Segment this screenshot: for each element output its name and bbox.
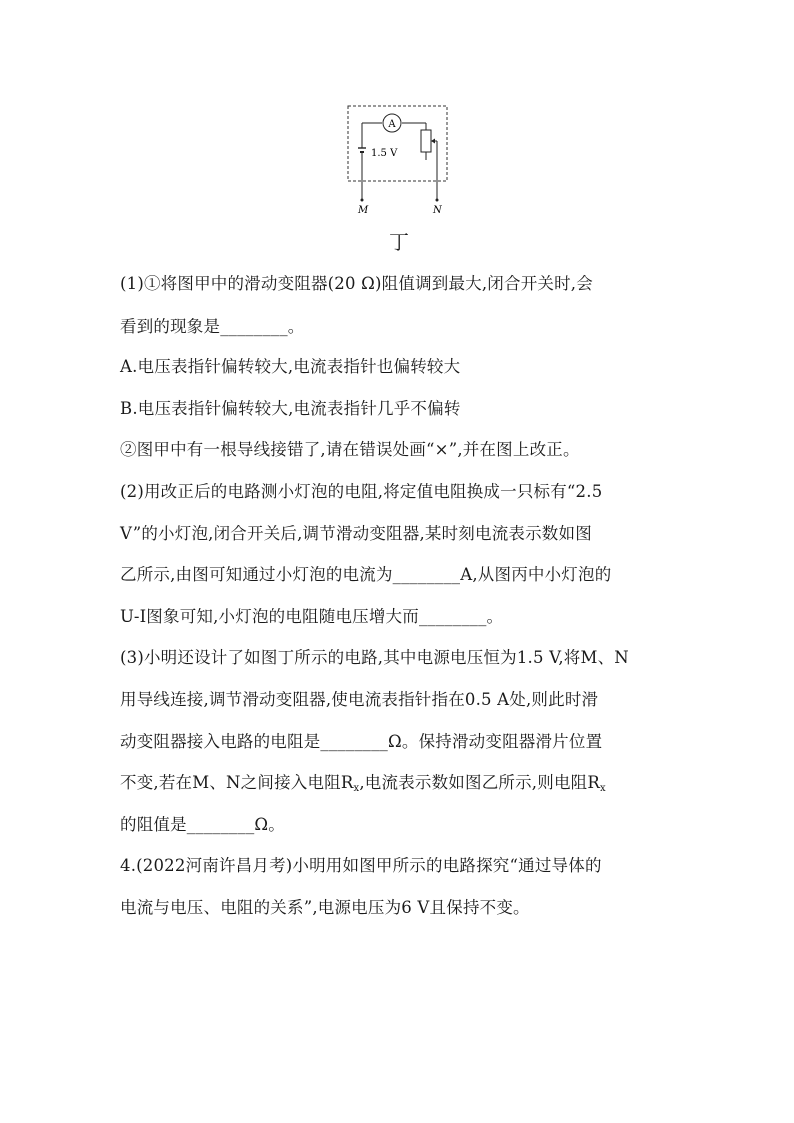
circuit-diagram-ding [340, 100, 460, 220]
question-line: 的阻值是________Ω。 [120, 815, 285, 834]
circuit-svg [340, 100, 460, 220]
question-line: (1)①将图甲中的滑动变阻器(20 Ω)阻值调到最大,闭合开关时,会 [120, 274, 593, 293]
option-line: A.电压表指针偏转较大,电流表指针也偏转较大 [120, 357, 461, 376]
question-line: (3)小明还设计了如图丁所示的电路,其中电源电压恒为1.5 V,将M、N [120, 648, 629, 667]
question-line: V”的小灯泡,闭合开关后,调节滑动变阻器,某时刻电流表示数如图 [120, 524, 592, 543]
question-line-with-subscript [120, 771, 606, 801]
question-line: 乙所示,由图可知通过小灯泡的电流为________A,从图丙中小灯泡的 [120, 565, 612, 584]
figure-caption: 丁 [389, 230, 409, 254]
question-line: U-I图象可知,小灯泡的电阻随电压增大而________。 [120, 607, 504, 626]
question-line: 4.(2022河南许昌月考)小明用如图甲所示的电路探究“通过导体的 [120, 856, 602, 875]
voltage-label: 1.5 V [371, 148, 398, 159]
question-line: 电流与电压、电阻的关系”,电源电压为6 V且保持不变。 [120, 898, 530, 917]
terminal-n-label: N [433, 205, 442, 216]
terminal-n-dot [436, 199, 439, 202]
question-line: 用导线连接,调节滑动变阻器,使电流表指针指在0.5 A处,则此时滑 [120, 690, 599, 709]
option-line: B.电压表指针偏转较大,电流表指针几乎不偏转 [120, 399, 461, 418]
terminal-m-dot [361, 199, 364, 202]
line-text-part: 不变,若在M、N之间接入电阻R [120, 773, 354, 792]
line-text-part: ,电流表示数如图乙所示,则电阻R [359, 773, 600, 792]
question-line: 看到的现象是________。 [120, 317, 305, 336]
ammeter-label: A [388, 119, 396, 130]
subscript-x: x [353, 783, 360, 794]
question-line: (2)用改正后的电路测小灯泡的电阻,将定值电阻换成一只标有“2.5 [120, 482, 603, 501]
question-line: 动变阻器接入电路的电阻是________Ω。保持滑动变阻器滑片位置 [120, 732, 603, 751]
question-line: ②图甲中有一根导线接错了,请在错误处画“×”,并在图上改正。 [120, 440, 580, 459]
subscript-x: x [599, 783, 606, 794]
rheostat-symbol [421, 130, 431, 152]
terminal-m-label: M [358, 205, 369, 216]
